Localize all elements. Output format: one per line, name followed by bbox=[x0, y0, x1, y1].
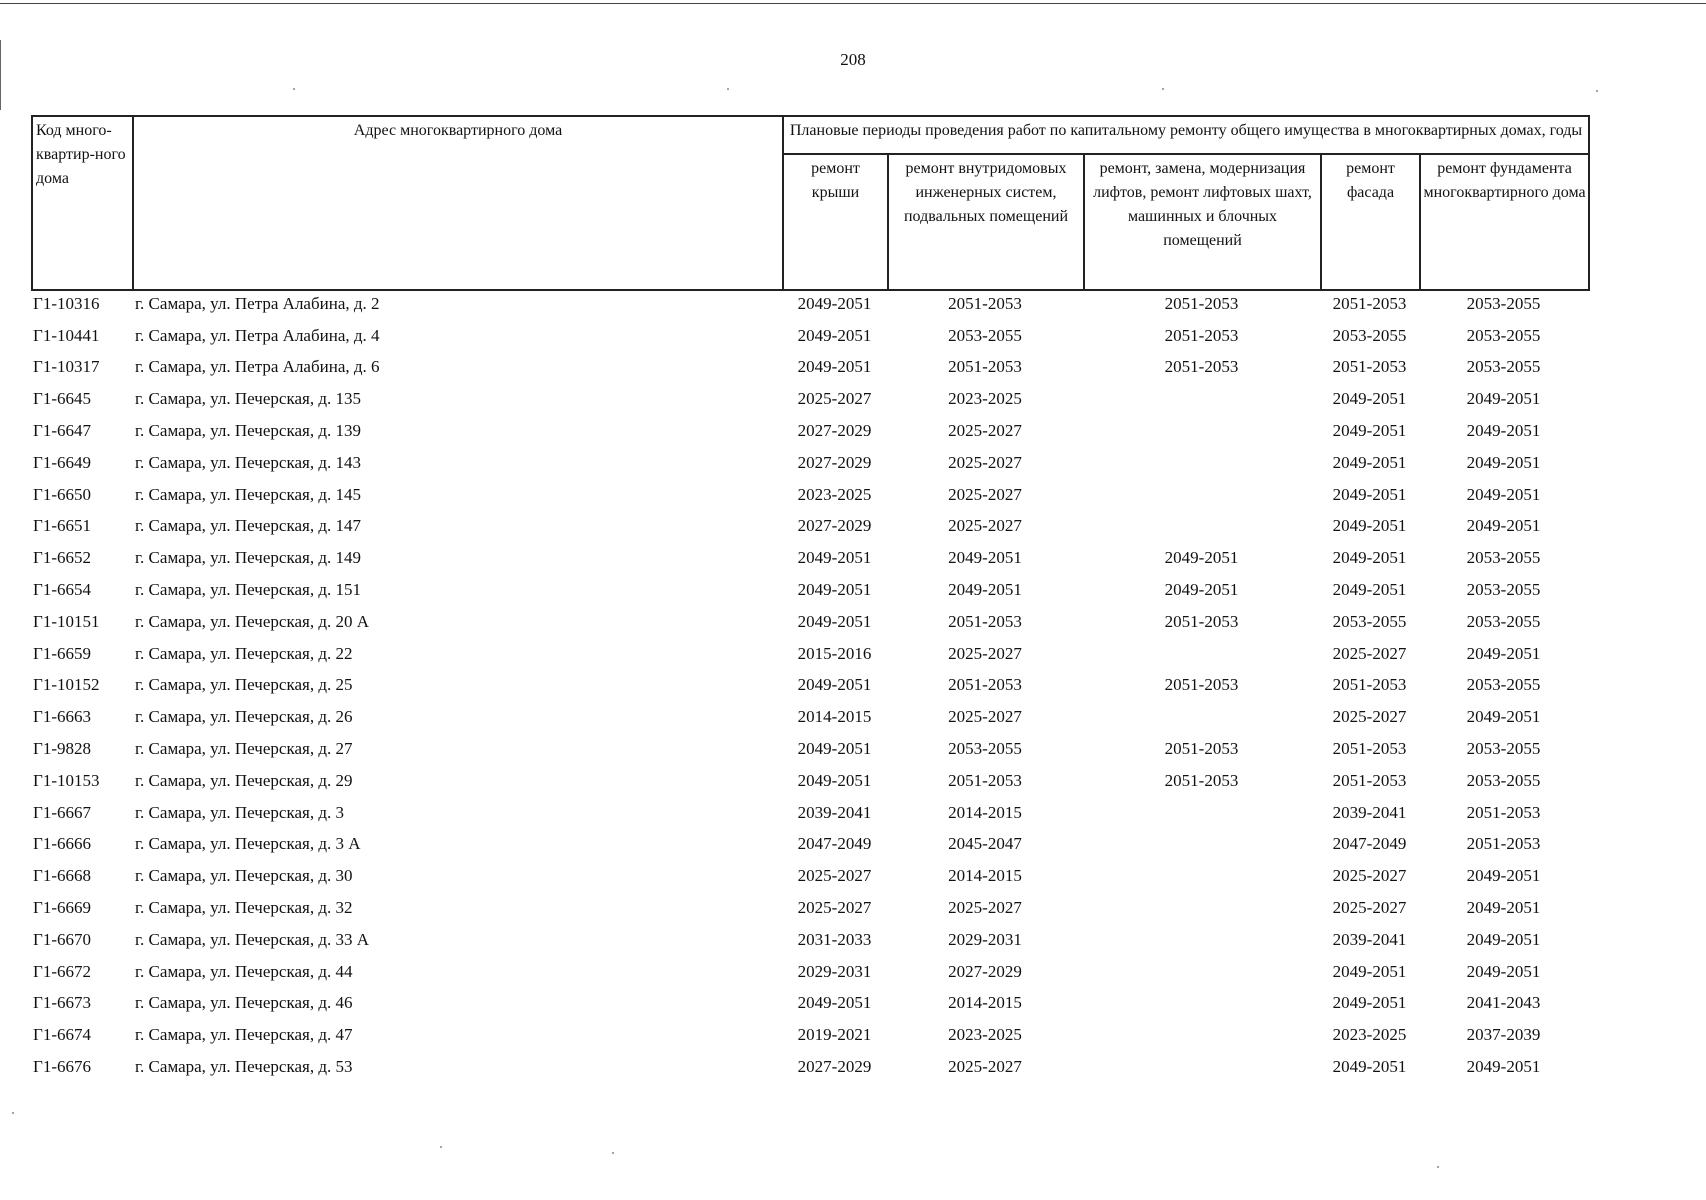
cell-foundation: 2049-2051 bbox=[1466, 516, 1541, 536]
cell-code: Г1-6676 bbox=[33, 1057, 91, 1077]
cell-facade: 2047-2049 bbox=[1332, 834, 1407, 854]
cell-facade: 2039-2041 bbox=[1332, 929, 1407, 949]
table-row bbox=[31, 383, 1588, 415]
table-row bbox=[31, 829, 1588, 861]
table-row bbox=[31, 320, 1588, 352]
cell-systems: 2051-2053 bbox=[948, 675, 1022, 695]
cell-facade: 2053-2055 bbox=[1332, 611, 1407, 631]
table-row bbox=[31, 415, 1588, 447]
cell-lifts bbox=[1083, 415, 1320, 447]
cell-foundation: 2051-2053 bbox=[1466, 802, 1541, 822]
cell-roof: 2025-2027 bbox=[797, 898, 872, 918]
cell-roof: 2023-2025 bbox=[797, 484, 872, 504]
cell-code: Г1-6663 bbox=[33, 707, 91, 727]
cell-roof: 2025-2027 bbox=[797, 866, 872, 886]
cell-foundation: 2049-2051 bbox=[1466, 866, 1541, 886]
cell-roof: 2019-2021 bbox=[797, 1025, 872, 1045]
table-row bbox=[31, 288, 1588, 320]
cell-lifts bbox=[1083, 956, 1320, 988]
cell-lifts bbox=[1083, 988, 1320, 1020]
cell-facade: 2039-2041 bbox=[1332, 802, 1407, 822]
cell-facade: 2053-2055 bbox=[1332, 325, 1407, 345]
cell-foundation: 2053-2055 bbox=[1466, 548, 1541, 568]
cell-roof: 2049-2051 bbox=[797, 675, 872, 695]
cell-lifts bbox=[1083, 892, 1320, 924]
cell-systems: 2025-2027 bbox=[948, 643, 1022, 663]
cell-code: Г1-6669 bbox=[33, 898, 91, 918]
cell-lifts bbox=[1083, 479, 1320, 511]
cell-lifts bbox=[1083, 638, 1320, 670]
cell-address: г. Самара, ул. Печерская, д. 145 bbox=[135, 484, 361, 504]
cell-foundation: 2051-2053 bbox=[1466, 834, 1541, 854]
table-row bbox=[31, 1019, 1588, 1051]
cell-roof: 2027-2029 bbox=[797, 1057, 872, 1077]
cell-address: г. Самара, ул. Печерская, д. 3 bbox=[135, 802, 344, 822]
cell-lifts bbox=[1083, 701, 1320, 733]
cell-code: Г1-6659 bbox=[33, 643, 91, 663]
header-address: Адрес многоквартирного дома bbox=[133, 116, 783, 290]
cell-roof: 2025-2027 bbox=[797, 389, 872, 409]
cell-address: г. Самара, ул. Печерская, д. 26 bbox=[135, 707, 353, 727]
cell-foundation: 2053-2055 bbox=[1466, 675, 1541, 695]
cell-systems: 2025-2027 bbox=[948, 1057, 1022, 1077]
header-roof: ремонт крыши bbox=[783, 154, 888, 290]
cell-address: г. Самара, ул. Печерская, д. 147 bbox=[135, 516, 361, 536]
cell-lifts: 2049-2051 bbox=[1164, 548, 1239, 568]
cell-foundation: 2049-2051 bbox=[1466, 707, 1541, 727]
scan-border-line bbox=[0, 3, 1706, 4]
cell-foundation: 2053-2055 bbox=[1466, 770, 1541, 790]
cell-lifts: 2051-2053 bbox=[1164, 675, 1239, 695]
cell-address: г. Самара, ул. Печерская, д. 149 bbox=[135, 548, 361, 568]
cell-facade: 2051-2053 bbox=[1332, 357, 1407, 377]
cell-code: Г1-6650 bbox=[33, 484, 91, 504]
table-row bbox=[31, 924, 1588, 956]
cell-address: г. Самара, ул. Петра Алабина, д. 2 bbox=[135, 293, 380, 313]
cell-code: Г1-10317 bbox=[33, 357, 100, 377]
cell-lifts bbox=[1083, 860, 1320, 892]
table-row bbox=[31, 542, 1588, 574]
cell-lifts: 2051-2053 bbox=[1164, 611, 1239, 631]
cell-address: г. Самара, ул. Печерская, д. 27 bbox=[135, 739, 353, 759]
table-row bbox=[31, 574, 1588, 606]
cell-systems: 2025-2027 bbox=[948, 452, 1022, 472]
cell-code: Г1-6652 bbox=[33, 548, 91, 568]
cell-roof: 2049-2051 bbox=[797, 357, 872, 377]
cell-roof: 2049-2051 bbox=[797, 611, 872, 631]
header-facade: ремонт фасада bbox=[1321, 154, 1420, 290]
cell-systems: 2014-2015 bbox=[948, 866, 1022, 886]
cell-code: Г1-6672 bbox=[33, 961, 91, 981]
cell-foundation: 2053-2055 bbox=[1466, 325, 1541, 345]
cell-roof: 2015-2016 bbox=[797, 643, 872, 663]
table-row bbox=[31, 701, 1588, 733]
cell-code: Г1-6667 bbox=[33, 802, 91, 822]
cell-address: г. Самара, ул. Печерская, д. 139 bbox=[135, 421, 361, 441]
table-header bbox=[31, 115, 1590, 291]
cell-systems: 2053-2055 bbox=[948, 739, 1022, 759]
cell-facade: 2023-2025 bbox=[1332, 1025, 1407, 1045]
cell-facade: 2049-2051 bbox=[1332, 548, 1407, 568]
cell-facade: 2025-2027 bbox=[1332, 707, 1407, 727]
cell-foundation: 2049-2051 bbox=[1466, 452, 1541, 472]
cell-roof: 2031-2033 bbox=[797, 929, 872, 949]
cell-address: г. Самара, ул. Печерская, д. 30 bbox=[135, 866, 353, 886]
cell-systems: 2027-2029 bbox=[948, 961, 1022, 981]
cell-roof: 2014-2015 bbox=[797, 707, 872, 727]
cell-systems: 2025-2027 bbox=[948, 516, 1022, 536]
cell-systems: 2014-2015 bbox=[948, 802, 1022, 822]
cell-address: г. Самара, ул. Печерская, д. 3 А bbox=[135, 834, 361, 854]
cell-foundation: 2041-2043 bbox=[1466, 993, 1541, 1013]
table-row bbox=[31, 733, 1588, 765]
cell-facade: 2049-2051 bbox=[1332, 452, 1407, 472]
cell-systems: 2051-2053 bbox=[948, 611, 1022, 631]
cell-code: Г1-6651 bbox=[33, 516, 91, 536]
cell-roof: 2049-2051 bbox=[797, 293, 872, 313]
cell-lifts: 2051-2053 bbox=[1164, 325, 1239, 345]
table-rows bbox=[31, 288, 1588, 1083]
cell-foundation: 2053-2055 bbox=[1466, 357, 1541, 377]
cell-roof: 2039-2041 bbox=[797, 802, 872, 822]
cell-roof: 2047-2049 bbox=[797, 834, 872, 854]
cell-systems: 2025-2027 bbox=[948, 898, 1022, 918]
cell-foundation: 2049-2051 bbox=[1466, 389, 1541, 409]
cell-systems: 2051-2053 bbox=[948, 293, 1022, 313]
cell-systems: 2025-2027 bbox=[948, 421, 1022, 441]
cell-foundation: 2053-2055 bbox=[1466, 739, 1541, 759]
table-row bbox=[31, 606, 1588, 638]
cell-roof: 2049-2051 bbox=[797, 993, 872, 1013]
cell-systems: 2023-2025 bbox=[948, 1025, 1022, 1045]
table-row bbox=[31, 765, 1588, 797]
cell-facade: 2049-2051 bbox=[1332, 516, 1407, 536]
cell-code: Г1-10152 bbox=[33, 675, 100, 695]
cell-facade: 2049-2051 bbox=[1332, 1057, 1407, 1077]
cell-code: Г1-6668 bbox=[33, 866, 91, 886]
cell-foundation: 2049-2051 bbox=[1466, 929, 1541, 949]
cell-lifts: 2051-2053 bbox=[1164, 770, 1239, 790]
scan-speck bbox=[1162, 88, 1164, 90]
scan-speck bbox=[440, 1146, 442, 1148]
cell-address: г. Самара, ул. Печерская, д. 32 bbox=[135, 898, 353, 918]
cell-lifts bbox=[1083, 924, 1320, 956]
table-row bbox=[31, 670, 1588, 702]
cell-facade: 2049-2051 bbox=[1332, 389, 1407, 409]
cell-address: г. Самара, ул. Печерская, д. 25 bbox=[135, 675, 353, 695]
cell-code: Г1-6649 bbox=[33, 452, 91, 472]
table-row bbox=[31, 956, 1588, 988]
cell-code: Г1-10153 bbox=[33, 770, 100, 790]
cell-foundation: 2049-2051 bbox=[1466, 1057, 1541, 1077]
table-row bbox=[31, 511, 1588, 543]
cell-code: Г1-10316 bbox=[33, 293, 100, 313]
cell-roof: 2049-2051 bbox=[797, 770, 872, 790]
cell-facade: 2051-2053 bbox=[1332, 770, 1407, 790]
scan-speck bbox=[727, 88, 729, 90]
cell-code: Г1-10151 bbox=[33, 611, 100, 631]
scan-speck bbox=[293, 88, 295, 90]
cell-foundation: 2053-2055 bbox=[1466, 580, 1541, 600]
header-code: Код много-квартир-ного дома bbox=[32, 116, 133, 290]
header-lifts: ремонт, замена, модернизация лифтов, ремонт лифтовых шахт, машинных и блочных помещений bbox=[1084, 154, 1321, 290]
cell-foundation: 2049-2051 bbox=[1466, 484, 1541, 504]
cell-lifts: 2051-2053 bbox=[1164, 293, 1239, 313]
cell-foundation: 2049-2051 bbox=[1466, 961, 1541, 981]
cell-systems: 2045-2047 bbox=[948, 834, 1022, 854]
table-row bbox=[31, 1051, 1588, 1083]
cell-address: г. Самара, ул. Печерская, д. 20 А bbox=[135, 611, 369, 631]
cell-lifts: 2051-2053 bbox=[1164, 357, 1239, 377]
cell-foundation: 2037-2039 bbox=[1466, 1025, 1541, 1045]
table-row bbox=[31, 447, 1588, 479]
cell-address: г. Самара, ул. Печерская, д. 33 А bbox=[135, 929, 369, 949]
cell-roof: 2027-2029 bbox=[797, 421, 872, 441]
cell-roof: 2049-2051 bbox=[797, 548, 872, 568]
cell-facade: 2051-2053 bbox=[1332, 293, 1407, 313]
cell-lifts: 2051-2053 bbox=[1164, 739, 1239, 759]
scan-speck bbox=[612, 1152, 614, 1154]
cell-facade: 2049-2051 bbox=[1332, 580, 1407, 600]
cell-address: г. Самара, ул. Печерская, д. 47 bbox=[135, 1025, 353, 1045]
cell-code: Г1-6647 bbox=[33, 421, 91, 441]
cell-address: г. Самара, ул. Печерская, д. 44 bbox=[135, 961, 353, 981]
cell-lifts: 2049-2051 bbox=[1164, 580, 1239, 600]
cell-lifts bbox=[1083, 511, 1320, 543]
cell-roof: 2027-2029 bbox=[797, 516, 872, 536]
cell-lifts bbox=[1083, 829, 1320, 861]
table-row bbox=[31, 860, 1588, 892]
cell-address: г. Самара, ул. Петра Алабина, д. 4 bbox=[135, 325, 380, 345]
cell-systems: 2025-2027 bbox=[948, 484, 1022, 504]
cell-lifts bbox=[1083, 383, 1320, 415]
cell-lifts bbox=[1083, 797, 1320, 829]
cell-facade: 2025-2027 bbox=[1332, 898, 1407, 918]
cell-address: г. Самара, ул. Печерская, д. 22 bbox=[135, 643, 353, 663]
cell-facade: 2049-2051 bbox=[1332, 421, 1407, 441]
cell-foundation: 2053-2055 bbox=[1466, 611, 1541, 631]
cell-roof: 2049-2051 bbox=[797, 739, 872, 759]
cell-roof: 2049-2051 bbox=[797, 580, 872, 600]
cell-facade: 2049-2051 bbox=[1332, 961, 1407, 981]
cell-lifts bbox=[1083, 1051, 1320, 1083]
cell-address: г. Самара, ул. Печерская, д. 151 bbox=[135, 580, 361, 600]
table-row bbox=[31, 352, 1588, 384]
cell-code: Г1-6645 bbox=[33, 389, 91, 409]
cell-facade: 2049-2051 bbox=[1332, 484, 1407, 504]
cell-code: Г1-10441 bbox=[33, 325, 100, 345]
cell-address: г. Самара, ул. Печерская, д. 53 bbox=[135, 1057, 353, 1077]
header-periods: Плановые периоды проведения работ по капитальному ремонту общего имущества в многоквартирных домах, годы bbox=[783, 116, 1589, 154]
cell-systems: 2014-2015 bbox=[948, 993, 1022, 1013]
cell-code: Г1-6654 bbox=[33, 580, 91, 600]
cell-systems: 2049-2051 bbox=[948, 548, 1022, 568]
cell-code: Г1-6670 bbox=[33, 929, 91, 949]
cell-address: г. Самара, ул. Печерская, д. 29 bbox=[135, 770, 353, 790]
cell-address: г. Самара, ул. Печерская, д. 135 bbox=[135, 389, 361, 409]
table-row bbox=[31, 479, 1588, 511]
table-row bbox=[31, 638, 1588, 670]
cell-facade: 2051-2053 bbox=[1332, 739, 1407, 759]
header-row-top bbox=[32, 116, 1589, 154]
cell-foundation: 2049-2051 bbox=[1466, 643, 1541, 663]
cell-code: Г1-6674 bbox=[33, 1025, 91, 1045]
header-systems: ремонт внутридомовых инженерных систем, подвальных помещений bbox=[888, 154, 1084, 290]
scan-speck bbox=[1596, 90, 1598, 92]
cell-systems: 2051-2053 bbox=[948, 357, 1022, 377]
cell-facade: 2025-2027 bbox=[1332, 643, 1407, 663]
cell-foundation: 2053-2055 bbox=[1466, 293, 1541, 313]
cell-foundation: 2049-2051 bbox=[1466, 898, 1541, 918]
cell-code: Г1-9828 bbox=[33, 739, 91, 759]
cell-lifts bbox=[1083, 1019, 1320, 1051]
cell-roof: 2029-2031 bbox=[797, 961, 872, 981]
scan-speck bbox=[1437, 1166, 1439, 1168]
cell-address: г. Самара, ул. Печерская, д. 46 bbox=[135, 993, 353, 1013]
table-row bbox=[31, 892, 1588, 924]
cell-facade: 2049-2051 bbox=[1332, 993, 1407, 1013]
cell-roof: 2049-2051 bbox=[797, 325, 872, 345]
cell-systems: 2053-2055 bbox=[948, 325, 1022, 345]
cell-foundation: 2049-2051 bbox=[1466, 421, 1541, 441]
cell-systems: 2025-2027 bbox=[948, 707, 1022, 727]
cell-facade: 2051-2053 bbox=[1332, 675, 1407, 695]
table-body bbox=[31, 288, 1588, 1083]
table-row bbox=[31, 988, 1588, 1020]
cell-systems: 2051-2053 bbox=[948, 770, 1022, 790]
cell-code: Г1-6673 bbox=[33, 993, 91, 1013]
cell-facade: 2025-2027 bbox=[1332, 866, 1407, 886]
cell-lifts bbox=[1083, 447, 1320, 479]
cell-systems: 2029-2031 bbox=[948, 929, 1022, 949]
cell-systems: 2023-2025 bbox=[948, 389, 1022, 409]
cell-address: г. Самара, ул. Печерская, д. 143 bbox=[135, 452, 361, 472]
page-number: 208 bbox=[840, 50, 866, 69]
table-row bbox=[31, 797, 1588, 829]
scan-speck bbox=[12, 1112, 14, 1114]
cell-roof: 2027-2029 bbox=[797, 452, 872, 472]
header-foundation: ремонт фундамента многоквартирного дома bbox=[1420, 154, 1589, 290]
cell-systems: 2049-2051 bbox=[948, 580, 1022, 600]
cell-address: г. Самара, ул. Петра Алабина, д. 6 bbox=[135, 357, 380, 377]
cell-code: Г1-6666 bbox=[33, 834, 91, 854]
